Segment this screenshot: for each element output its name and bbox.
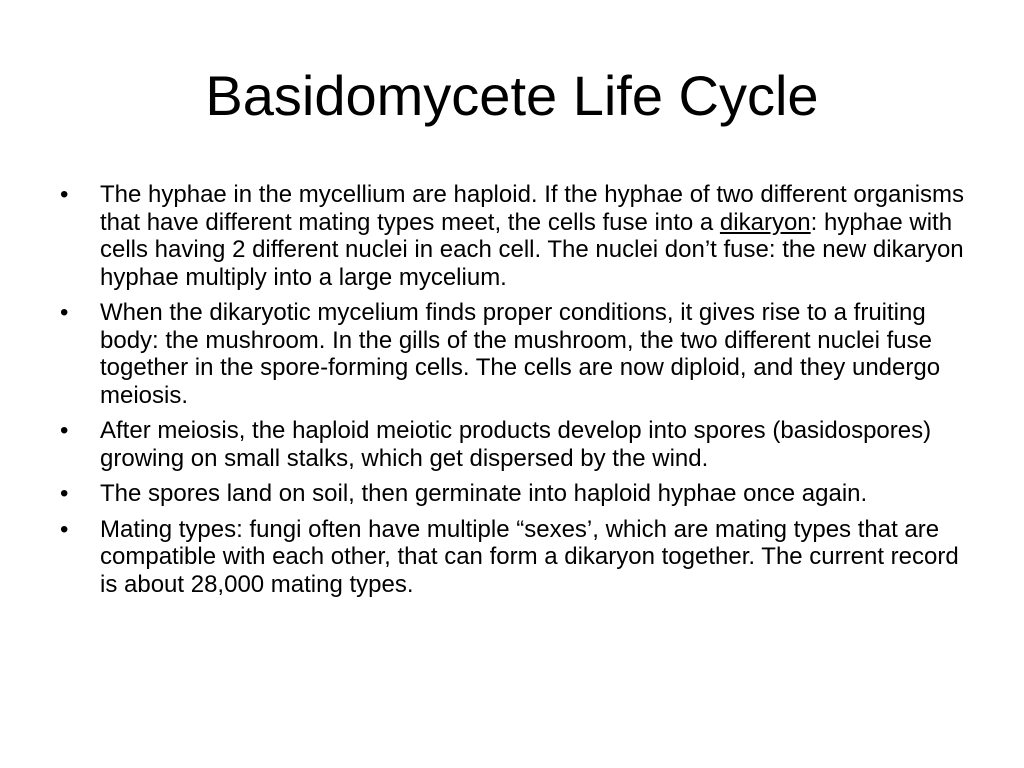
- slide-title: Basidomycete Life Cycle: [205, 64, 819, 127]
- bullet-item-4: [56, 480, 976, 508]
- bullet-text: After meiosis, the haploid meiotic products develop into spores (basidospores) growing on small stalks, which get dispersed by the wind.: [100, 417, 932, 472]
- bullet-icon: •: [60, 181, 69, 208]
- bullet-text-pre: The hyphae in the mycellium are haploid. If the hyphae of two different organisms that have different mating types meet, the cells fuse into a: [100, 181, 965, 236]
- bullet-text: When the dikaryotic mycelium finds proper conditions, it gives rise to a fruiting body: the mushroom. In the gills of the mushroom, the two different nuclei fuse together in the spore-forming cells. The cells are now diploid, and they undergo meiosis.: [100, 299, 941, 409]
- bullet-item-2: [56, 299, 976, 409]
- bullet-item-3: [56, 417, 976, 472]
- bullet-icon: •: [60, 515, 69, 543]
- bullet-icon: •: [60, 480, 69, 507]
- bullet-text: The spores land on soil, then germinate into haploid hyphae once again.: [100, 480, 868, 507]
- bullet-item-5: [56, 516, 976, 599]
- bullet-item-1: [56, 181, 976, 291]
- bullet-list: [56, 181, 976, 606]
- bullet-icon: •: [60, 417, 69, 444]
- term-dikaryon: dikaryon: [719, 208, 811, 236]
- bullet-text: Mating types: fungi often have multiple “sexes’, which are mating types that are compatible with each other, that can form a dikaryon together. The current record is about 28,000 mating types.: [100, 515, 959, 598]
- bullet-icon: •: [60, 299, 69, 326]
- bullet-text-post: : hyphae with cells having 2 different nuclei in each cell. The nuclei don’t fuse: the new dikaryon hyphae multiply into a large mycelium.: [100, 208, 964, 291]
